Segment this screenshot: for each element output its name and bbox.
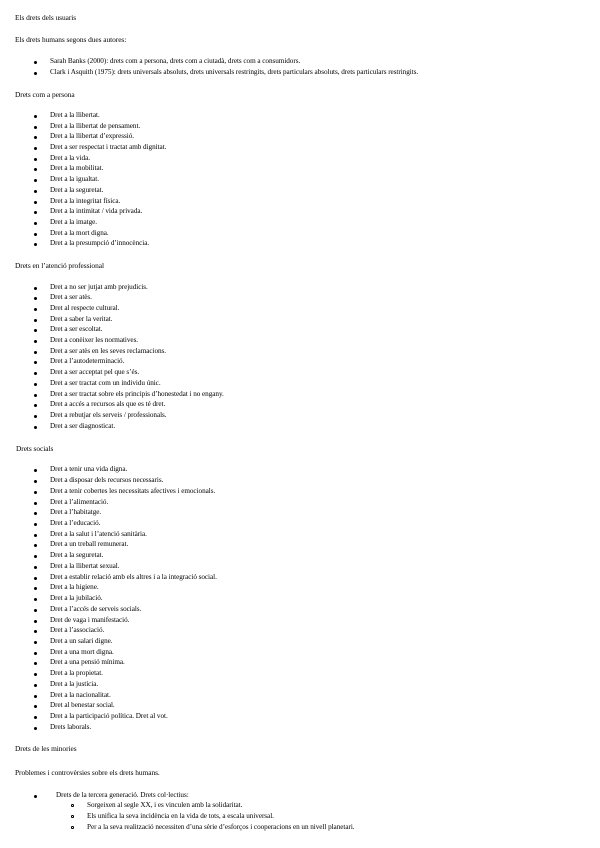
bullet-icon (34, 329, 37, 332)
sub-list-item: Per a la seva realització necessiten d’una sèrie d’esforços i cooperacions en un nivell planetari. (87, 823, 355, 831)
bullet-icon (34, 512, 37, 515)
list-item: Dret a l’associació. (50, 626, 105, 634)
list-item: Dret a ser escoltat. (50, 325, 103, 333)
bullet-icon (34, 415, 37, 418)
bullet-icon (34, 705, 37, 708)
bullet-icon (34, 662, 37, 665)
bullet-icon (34, 620, 37, 623)
section-heading-professional: Drets en l’atenció professional (15, 261, 104, 270)
bullet-icon (34, 351, 37, 354)
list-item: Drets de la tercera generació. Drets col·lectius: (56, 791, 189, 799)
bullet-icon (34, 361, 37, 364)
bullet-icon (34, 319, 37, 322)
bullet-icon (34, 168, 37, 171)
list-item: Sarah Banks (2000): drets com a persona, drets com a ciutadà, drets com a consumidors. (50, 57, 301, 65)
list-item: Dret a no ser jutjat amb prejudicis. (50, 283, 148, 291)
list-item: Dret a tenir una vida digna. (50, 465, 128, 473)
list-item: Dret de vaga i manifestació. (50, 616, 130, 624)
list-item: Dret a la llibertat. (50, 111, 100, 119)
list-item: Dret a la llibertat de pensament. (50, 122, 141, 130)
list-item: Dret a la igualtat. (50, 175, 99, 183)
bullet-icon (34, 383, 37, 386)
list-item: Dret a rebutjar els serveis / professionals. (50, 411, 167, 419)
bullet-icon (34, 598, 37, 601)
list-item: Dret a tenir cobertes les necessitats afectives i emocionals. (50, 487, 216, 495)
bullet-icon (34, 426, 37, 429)
list-item: Clark i Asquith (1975): drets universals absoluts, drets universals restringits, drets particulars absoluts, drets particulars restringits. (50, 68, 419, 76)
list-item: Dret a la presumpció d’innocència. (50, 239, 150, 247)
section-heading-controversy: Problemes i controvèrsies sobre els drets humans. (15, 768, 160, 777)
list-item: Dret a la justícia. (50, 680, 99, 688)
bullet-icon (34, 394, 37, 397)
bullet-icon (34, 684, 37, 687)
list-item: Dret a una pensió mínima. (50, 658, 125, 666)
bullet-icon (34, 577, 37, 580)
bullet-icon (34, 243, 37, 246)
bullet-icon (34, 340, 37, 343)
bullet-icon (34, 404, 37, 407)
section-heading-social: Drets socials (16, 444, 54, 453)
bullet-icon (34, 480, 37, 483)
bullet-icon (34, 609, 37, 612)
bullet-icon (34, 372, 37, 375)
list-item: Dret a accés a recursos als que es té dret. (50, 400, 166, 408)
bullet-icon (34, 297, 37, 300)
bullet-icon (34, 555, 37, 558)
bullet-icon (34, 566, 37, 569)
list-item: Dret a la salut i l’atenció sanitària. (50, 530, 147, 538)
list-item: Dret a la nacionalitat. (50, 691, 111, 699)
list-item: Dret a disposar dels recursos necessaris. (50, 476, 164, 484)
sub-bullet-icon (71, 804, 74, 807)
bullet-icon (34, 61, 37, 64)
list-item: Dret a la seguretat. (50, 186, 104, 194)
list-item: Dret a ser atès en les seves reclamacions. (50, 347, 167, 355)
list-item: Dret a ser tractat com un individu únic. (50, 379, 161, 387)
bullet-icon (34, 727, 37, 730)
list-item: Dret a la llibertat d’expressió. (50, 132, 135, 140)
bullet-icon (34, 222, 37, 225)
list-item: Dret a un salari digne. (50, 637, 113, 645)
list-item: Dret a l’educació. (50, 519, 101, 527)
list-item: Dret a la imatge. (50, 218, 98, 226)
bullet-icon (34, 308, 37, 311)
bullet-icon (34, 491, 37, 494)
list-item: Dret a la llibertat sexual. (50, 562, 120, 570)
bullet-icon (34, 544, 37, 547)
bullet-icon (34, 147, 37, 150)
bullet-icon (34, 630, 37, 633)
bullet-icon (34, 126, 37, 129)
bullet-icon (34, 179, 37, 182)
sub-bullet-icon (71, 815, 74, 818)
bullet-icon (34, 201, 37, 204)
list-item: Dret a una mort digna. (50, 648, 114, 656)
bullet-icon (34, 115, 37, 118)
sub-bullet-icon (71, 826, 74, 829)
list-item: Dret a ser diagnosticat. (50, 422, 116, 430)
list-item: Dret a ser tractat sobre els principis d’honestedat i no engany. (50, 390, 224, 398)
bullet-icon (34, 136, 37, 139)
sub-list-item: Els unifica la seva incidència en la vida de tots, a escala universal. (87, 812, 274, 820)
list-item: Dret a l’habitatge. (50, 508, 102, 516)
list-item: Dret a la seguretat. (50, 551, 104, 559)
list-item: Dret a saber la veritat. (50, 315, 113, 323)
intro-heading: Els drets humans segons dues autores: (15, 35, 127, 44)
bullet-icon (34, 287, 37, 290)
list-item: Dret a ser atès. (50, 293, 92, 301)
bullet-icon (34, 673, 37, 676)
bullet-icon (34, 469, 37, 472)
bullet-icon (34, 190, 37, 193)
list-item: Dret al benestar social. (50, 701, 115, 709)
bullet-icon (34, 795, 37, 798)
list-item: Dret a la higiene. (50, 583, 99, 591)
list-item: Dret a la integritat física. (50, 197, 121, 205)
list-item: Dret a ser acceptat pel que s’és. (50, 368, 140, 376)
section-heading-minorities: Drets de les minories (15, 744, 77, 753)
bullet-icon (34, 641, 37, 644)
list-item: Dret a la jubilació. (50, 594, 103, 602)
bullet-icon (34, 158, 37, 161)
sub-list-item: Sorgeixen al segle XX, i es vinculen amb la solidaritat. (87, 801, 243, 809)
list-item: Dret a l’autodeterminació. (50, 357, 125, 365)
list-item: Dret a la mort digna. (50, 229, 109, 237)
bullet-icon (34, 523, 37, 526)
list-item: Dret a la mobilitat. (50, 164, 104, 172)
list-item: Dret a conèixer les normatives. (50, 336, 139, 344)
list-item: Dret a la vida. (50, 154, 90, 162)
list-item: Dret a un treball remunerat. (50, 540, 129, 548)
list-item: Drets laborals. (50, 723, 92, 731)
bullet-icon (34, 587, 37, 590)
list-item: Dret a la intimitat / vida privada. (50, 207, 143, 215)
list-item: Dret a la participació política. Dret al vot. (50, 712, 168, 720)
list-item: Dret a l’accés de serveis socials. (50, 605, 142, 613)
list-item: Dret a establir relació amb els altres i a la integració social. (50, 573, 217, 581)
list-item: Dret a l’alimentació. (50, 498, 109, 506)
bullet-icon (34, 211, 37, 214)
bullet-icon (34, 534, 37, 537)
bullet-icon (34, 652, 37, 655)
section-heading-person: Drets com a persona (15, 90, 75, 99)
list-item: Dret a la propietat. (50, 669, 103, 677)
bullet-icon (34, 716, 37, 719)
list-item: Dret a ser respectat i tractat amb dignitat. (50, 143, 167, 151)
bullet-icon (34, 233, 37, 236)
list-item: Dret al respecte cultural. (50, 304, 120, 312)
bullet-icon (34, 72, 37, 75)
bullet-icon (34, 502, 37, 505)
bullet-icon (34, 695, 37, 698)
document-title: Els drets dels usuaris (15, 13, 77, 22)
